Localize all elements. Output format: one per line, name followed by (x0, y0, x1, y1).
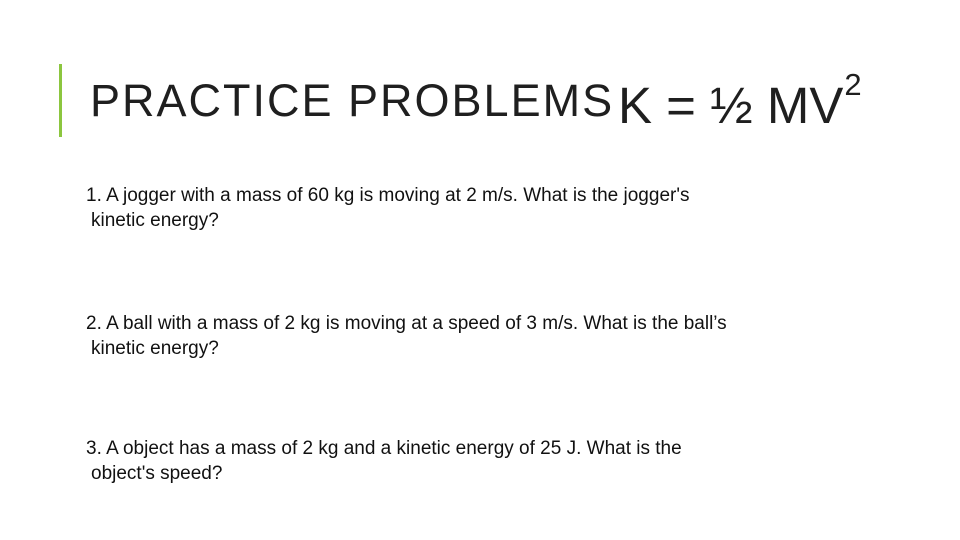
problem-1-line-2: kinetic energy? (91, 210, 219, 231)
problem-2-line-2: kinetic energy? (91, 338, 219, 359)
formula-base: K = ½ MV (618, 77, 844, 134)
practice-problem-2 (86, 311, 866, 361)
slide-title: PRACTICE PROBLEMS (90, 75, 615, 126)
problem-3-line-2: object's speed? (91, 463, 223, 484)
formula-exponent: 2 (844, 67, 862, 102)
practice-problem-1 (86, 183, 866, 233)
problem-2-line-1: 2. A ball with a mass of 2 kg is moving at a speed of 3 m/s. What is the ball’s (86, 313, 727, 334)
practice-problem-3 (86, 436, 866, 486)
problem-1-line-1: 1. A jogger with a mass of 60 kg is moving at 2 m/s. What is the jogger's (86, 185, 690, 206)
kinetic-energy-formula (618, 67, 862, 134)
title-accent-bar (59, 64, 62, 137)
problem-3-line-1: 3. A object has a mass of 2 kg and a kinetic energy of 25 J. What is the (86, 438, 682, 459)
